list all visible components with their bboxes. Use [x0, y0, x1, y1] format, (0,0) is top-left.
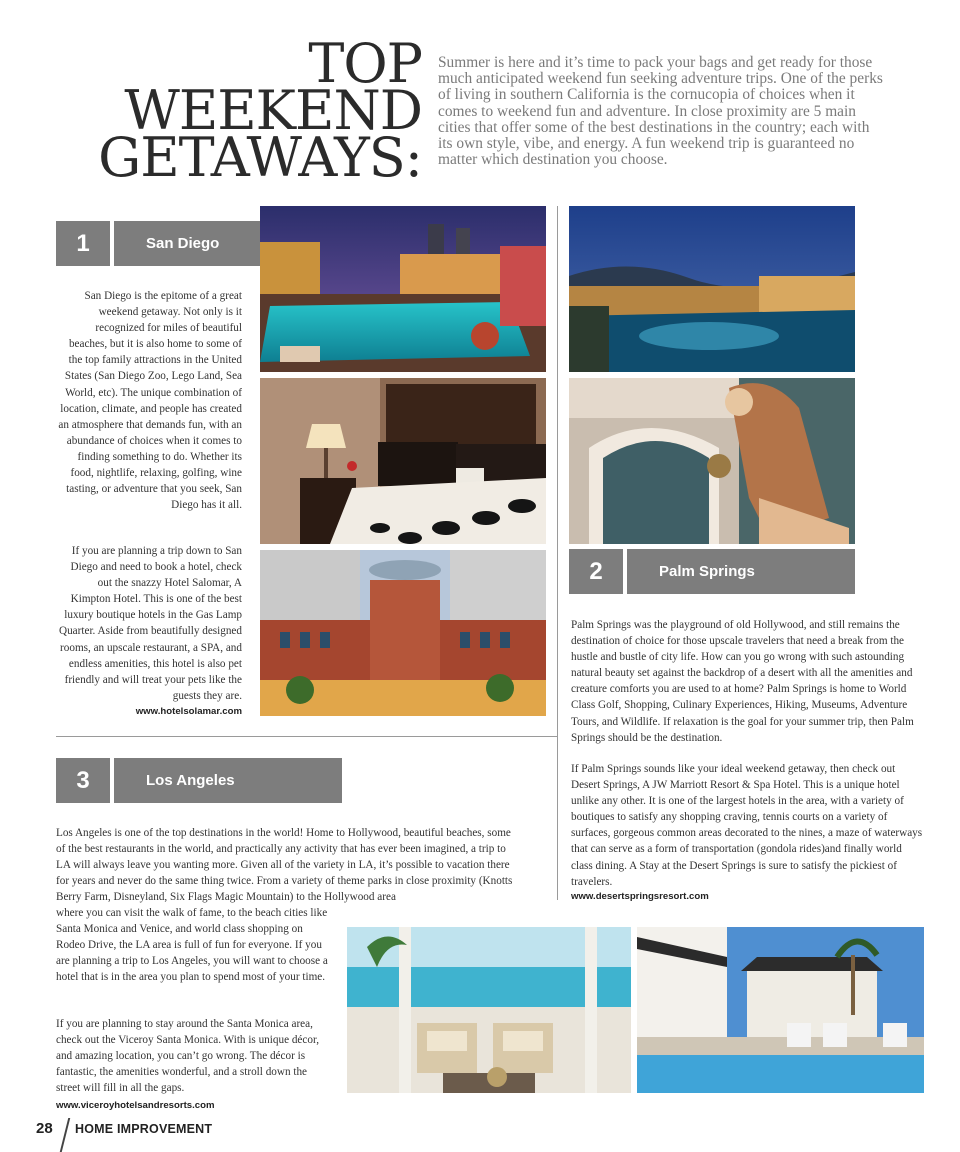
footer-slash: [60, 1118, 70, 1152]
section-number-badge: [569, 549, 623, 594]
section-label: HOME IMPROVEMENT: [75, 1122, 213, 1136]
section-number: 2: [589, 557, 603, 585]
title-line: WEEKEND: [124, 79, 422, 142]
section-title-bar: [114, 758, 342, 803]
section-title: San Diego: [146, 235, 220, 252]
pool-night-photo: [260, 206, 546, 372]
los-angeles-paragraph-2: If you are planning to stay around the Santa Monica area, check out the Viceroy Santa Monica. With is unique décor, and amazing location, you can’t go wrong. The décor is fantastic, the amenities wonderful, and a stroll down the street will fill in all the gaps.: [56, 1018, 320, 1095]
title-line: GETAWAYS:: [98, 126, 422, 189]
palm-springs-paragraph-2: If Palm Springs sounds like your ideal weekend getaway, then check out Desert Springs, A JW Marriott Resort & Spa Hotel. This is a unique hotel unlike any other. It is one of the largest hotels in the area, with a variety of boutiques to satisfy any shopping craving, tennis courts on a variety of surfaces, gorgeous common areas decorated to the nines, a maze of waterways that can serve as a form of transportation (gondola rides)and finally world class dining. A Stay at the Desert Springs is sure to satisfy the pickiest of travelers.: [571, 763, 923, 888]
section-number-badge: [56, 221, 110, 266]
los-angeles-paragraph-1-narrow: where you can visit the walk of fame, to the beach cities like Santa Monica and Venice, and world class shopping on Rodeo Drive, the LA area is full of fun for everyone. If you are planning a trip to Los Angeles, you will want to choose a hotel that is in the area you plan to spend most of your time.: [56, 907, 328, 984]
poolside-cabana-photo: [637, 927, 924, 1093]
los-angeles-url-link[interactable]: www.viceroyhotelsandresorts.com: [56, 1100, 215, 1111]
spa-woman-photo: [569, 378, 855, 544]
section-divider: [56, 736, 557, 737]
section-number-badge: [56, 758, 110, 803]
intro-paragraph: Summer is here and it’s time to pack your bags and get ready for those much anticipated weekend fun seeking adventure trips. One of the perks of living in southern California is the cornucopia of choices when it comes to weekend fun and adventure. In close proximity are 5 main cities that offer some of the best destinations in the country; each with its own style, vibe, and energy. A fun weekend trip is guaranteed no matter which destination you choose.: [438, 54, 883, 169]
san-diego-paragraph-2: If you are planning a trip down to San Diego and need to book a hotel, check out the snazzy Hotel Salomar, A Kimpton Hotel. This is one of the best luxury boutique hotels in the Gas Lamp Quarter. Aside from beautifully designed rooms, an upscale restaurant, a SPA, and endless amenities, this hotel is also pet friendly and will treat your pets like the guests they are.: [59, 545, 242, 702]
beach-lounge-photo: [347, 927, 631, 1093]
page-number: 28: [36, 1120, 53, 1137]
section-number: 1: [76, 229, 90, 257]
resort-waterfront-photo: [569, 206, 855, 372]
los-angeles-paragraph-1-wide: Los Angeles is one of the top destinations in the world! Home to Hollywood, beautiful beaches, some of the best restaurants in the world, and practically any activity that has ever been imagined, a trip to LA will always leave you wanting more. Given all of the variety in LA, it’s possible to vacation there for years and never do the same thing twice. From a variety of theme parks in close proximity (Knotts Berry Farm, Disneyland, Six Flags Magic Mountain) to the Hollywood area: [56, 827, 513, 904]
section-title-bar: [114, 221, 260, 266]
section-title: Palm Springs: [659, 563, 755, 580]
section-title-bar: [627, 549, 855, 594]
hotel-bedroom-photo: [260, 378, 546, 544]
san-diego-url-link[interactable]: www.hotelsolamar.com: [135, 706, 242, 717]
page-title: [80, 32, 422, 189]
title-line: TOP: [308, 32, 422, 95]
section-title: Los Angeles: [146, 772, 235, 789]
column-divider: [557, 206, 558, 900]
san-diego-paragraph-1: San Diego is the epitome of a great weekend getaway. Not only is it recognized for miles of beautiful beaches, but it is also home to some of the top family attractions in the United States (San Diego Zoo, Lego Land, Sea World, etc). The unique combination of location, climate, and people has created an atmosphere that demands fun, with an abundance of choices when it comes to finding something to do. Whether its food, nightlife, relaxing, golfing, wine tasting, or adventure that you seek, San Diego has it all.: [58, 290, 242, 512]
palm-springs-paragraph-1: Palm Springs was the playground of old Hollywood, and still remains the destination of choice for those upscale travelers that need a break from the hustle and bustle of city life. How can you go wrong with such astounding natural beauty set against the backdrop of a desert with all the amenities and creature comforts you are used to at home? Palm Springs is home to World Class Golf, Shopping, Culinary Experiences, Hiking, Museums, Adventure Tours, and Wildlife. If relaxation is the goal for your summer trip, then Palm Springs should be the destination.: [571, 619, 914, 744]
palm-springs-url-link[interactable]: www.desertspringsresort.com: [571, 891, 709, 902]
section-number: 3: [76, 766, 90, 794]
hotel-exterior-photo: [260, 550, 546, 716]
